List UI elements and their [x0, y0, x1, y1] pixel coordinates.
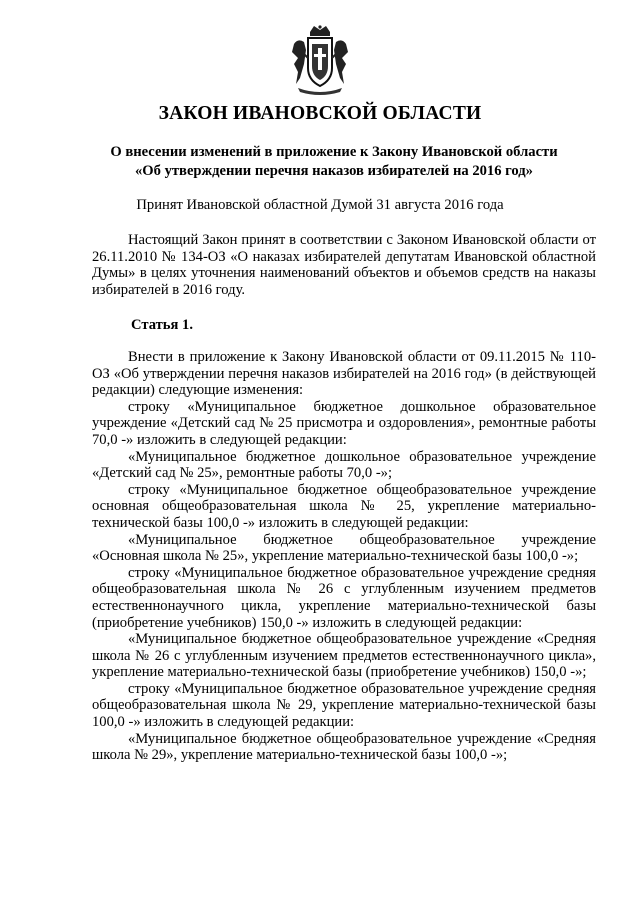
paragraph: «Муниципальное бюджетное общеобразовательное учреждение «Средняя школа № 26 с углубленным изучением предметов естественнонаучного цикла», укрепление материально-технической базы (приобретение учебников) 150,0 -»;: [92, 631, 596, 681]
paragraph: «Муниципальное бюджетное общеобразовательное учреждение «Средняя школа № 29», укрепление материально-технической базы 100,0 -»;: [92, 730, 596, 764]
article-body: [92, 349, 596, 764]
subtitle-line-2: «Об утверждении перечня наказов избирателей на 2016 год»: [135, 163, 533, 179]
subtitle-line-1: О внесении изменений в приложение к Закону Ивановской области: [110, 144, 558, 160]
paragraph: строку «Муниципальное бюджетное образовательное учреждение средняя общеобразовательная школа № 29, укрепление материально-технической базы 100,0 -» изложить в следующей редакции:: [92, 680, 596, 731]
paragraph: строку «Муниципальное бюджетное общеобразовательное учреждение основная общеобразовательная школа № 25, укрепление материально-технической базы 100,0 -» изложить в следующей редакции:: [92, 481, 596, 531]
paragraph: Внести в приложение к Закону Ивановской области от 09.11.2015 № 110-ОЗ «Об утверждении перечня наказов избирателей на 2016 год» (в действующей редакции) следующие изменения:: [92, 349, 596, 399]
law-subtitle: [60, 143, 608, 181]
article-heading: Статья 1.: [131, 317, 193, 333]
paragraph: «Муниципальное бюджетное дошкольное образовательное учреждение «Детский сад № 25», ремонтные работы 70,0 -»;: [92, 448, 596, 482]
law-title: ЗАКОН ИВАНОВСКОЙ ОБЛАСТИ: [158, 103, 482, 124]
adoption-line: Принят Ивановской областной Думой 31 августа 2016 года: [136, 197, 504, 213]
intro-paragraph: Настоящий Закон принят в соответствии с Законом Ивановской области от 26.11.2010 № 134-ОЗ «О наказах избирателей депутатам Ивановской областной Думы» в целях уточнения наименований объектов и объемов средств на наказы избирателей в 2016 году.: [92, 232, 596, 298]
intro-block: [92, 232, 596, 298]
paragraph: «Муниципальное бюджетное общеобразовательное учреждение «Основная школа № 25», укрепление материально-технической базы 100,0 -»;: [92, 531, 596, 565]
paragraph: строку «Муниципальное бюджетное дошкольное образовательное учреждение «Детский сад № 25 присмотра и оздоровления», ремонтные работы 70,0 -» изложить в следующей редакции:: [92, 398, 596, 448]
paragraph: строку «Муниципальное бюджетное образовательное учреждение средняя общеобразовательная школа № 26 с углубленным изучением предметов естественнонаучного цикла, укрепление материально-технической базы (приобретение учебников) 150,0 -» изложить в следующей редакции:: [92, 564, 596, 631]
coat-of-arms-icon: [288, 24, 352, 96]
